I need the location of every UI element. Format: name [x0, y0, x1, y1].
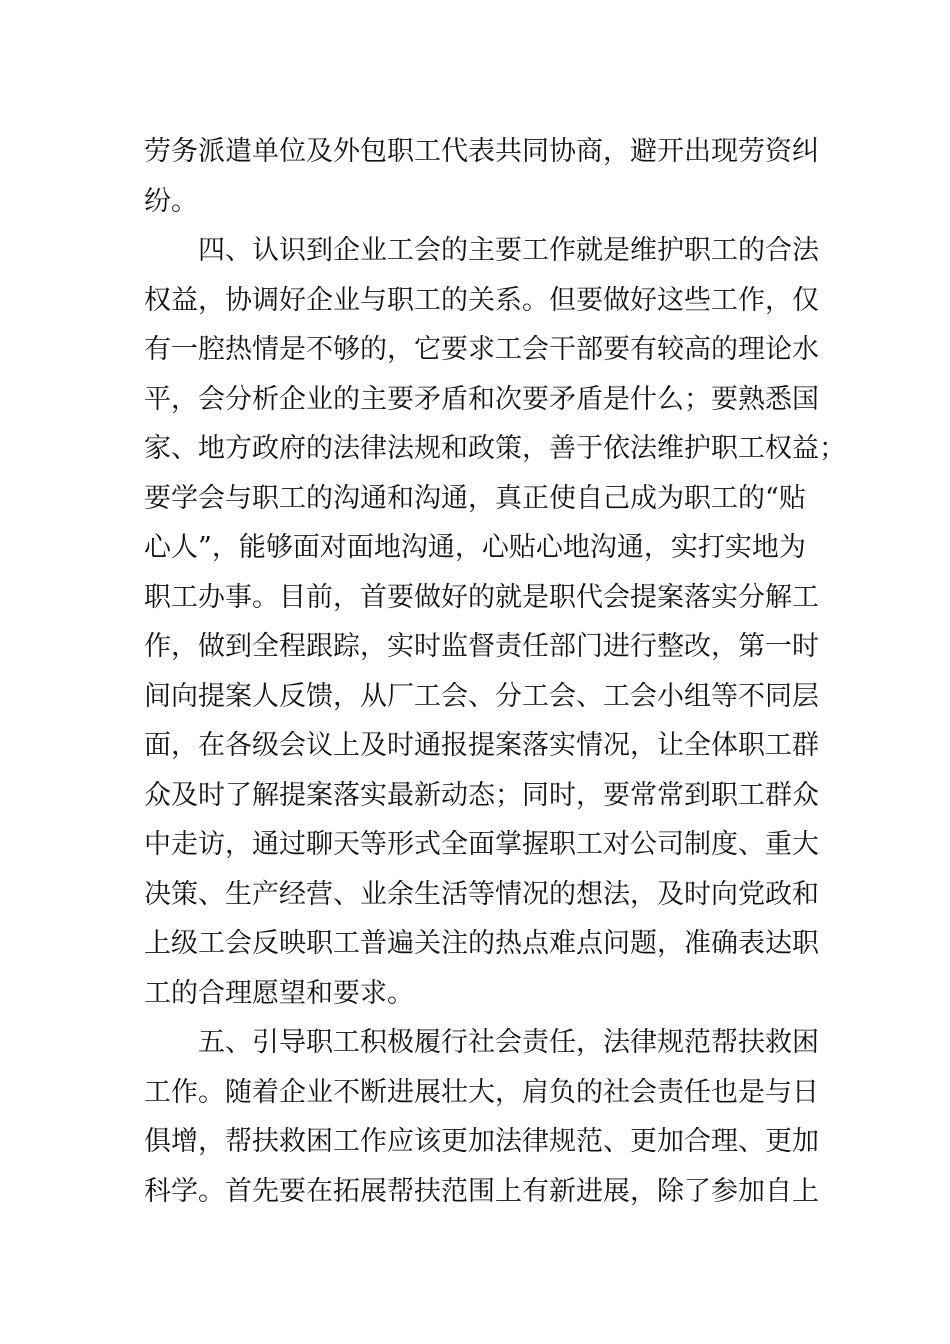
text-line: 职 工 办 事 。 目 前 ， 首 要 做 好 的 就 是 职 代 会 提 案 落 实 分 解 工: [144, 581, 819, 613]
text-line: 五 、 引 导 职 工 积 极 履 行 社 会 责 任 ， 法 律 规 范 帮 扶 救 困: [198, 1027, 819, 1058]
text-line: 工的合理愿望和要求。: [144, 977, 414, 1009]
text-line: 纷。: [144, 185, 198, 217]
text-line: 家 、 地 方 政 府 的 法 律 法 规 和 政 策 ， 善 于 依 法 维 护 职 工 权 益 ；: [144, 433, 846, 464]
text-line: 科 学 。 首 先 要 在 拓 展 帮 扶 范 围 上 有 新 进 展 ， 除 了 参 加 自 上: [144, 1175, 819, 1207]
text-line: 要 学 会 与 职 工 的 沟 通 和 沟 通 ， 真 正 使 自 己 成 为 职 工 的 “ 贴: [144, 482, 806, 514]
text-line: 权 益 ， 协 调 好 企 业 与 职 工 的 关 系 。 但 要 做 好 这 些 工 作 ， 仅: [144, 284, 819, 316]
text-line: 平 ， 会 分 析 企 业 的 主 要 矛 盾 和 次 要 矛 盾 是 什 么 ； 要 熟 悉 国: [144, 383, 819, 415]
text-line: 俱 增 ， 帮 扶 救 困 工 作 应 该 更 加 法 律 规 范 、 更 加 合 理 、 更 加: [144, 1126, 819, 1157]
text-line: 上 级 工 会 反 映 职 工 普 遍 关 注 的 热 点 难 点 问 题 ， 准 确 表 达 职: [144, 928, 819, 959]
text-line: 工 作 。 随 着 企 业 不 断 进 展 壮 大 ， 肩 负 的 社 会 责 任 也 是 与 日: [144, 1076, 819, 1108]
text-line: 劳 务 派 遣 单 位 及 外 包 职 工 代 表 共 同 协 商 ， 避 开 出 现 劳 资 纠: [144, 136, 819, 167]
text-line: 决 策 、 生 产 经 营 、 业 余 生 活 等 情 况 的 想 法 ， 及 时 向 党 政 和: [144, 878, 819, 910]
document-body: [144, 127, 846, 1216]
text-line: 间 向 提 案 人 反 馈 ， 从 厂 工 会 、 分 工 会 、 工 会 小 组 等 不 同 层: [144, 680, 819, 712]
text-line: 中 走 访 ， 通 过 聊 天 等 形 式 全 面 掌 握 职 工 对 公 司 制 度 、 重 大: [144, 829, 819, 860]
text-line: 面 ， 在 各 级 会 议 上 及 时 通 报 提 案 落 实 情 况 ， 让 全 体 职 工 群: [144, 730, 819, 761]
text-line: 心 人 ” ， 能 够 面 对 面 地 沟 通 ， 心 贴 心 地 沟 通 ， 实 打 实 地 为: [144, 532, 806, 563]
text-line: 有 一 腔 热 情 是 不 够 的 ， 它 要 求 工 会 干 部 要 有 较 高 的 理 论 水: [144, 334, 819, 365]
text-line: 四 、 认 识 到 企 业 工 会 的 主 要 工 作 就 是 维 护 职 工 的 合 法: [198, 235, 819, 266]
text-line: 众 及 时 了 解 提 案 落 实 最 新 动 态 ； 同 时 ， 要 常 常 到 职 工 群 众: [144, 779, 819, 811]
text-line: 作 ， 做 到 全 程 跟 踪 ， 实 时 监 督 责 任 部 门 进 行 整 改 ， 第 一 时: [144, 631, 819, 662]
